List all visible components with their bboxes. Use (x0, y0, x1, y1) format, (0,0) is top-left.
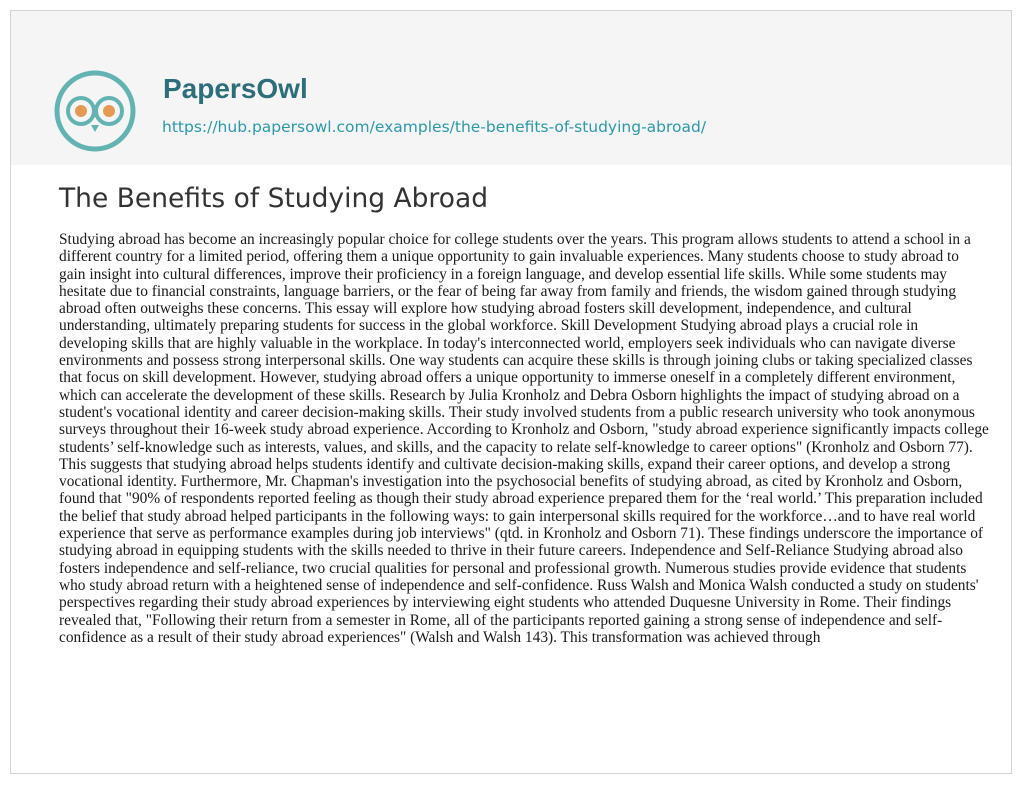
essay-body: Studying abroad has become an increasingly popular choice for college students over the years. This program allows students to attend a school in a different country for a limited period, offering them a unique opportunity to gain invaluable experiences. Many students choose to study abroad to gain insight into cultural differences, improve their proficiency in a foreign language, and develop essential life skills. While some students may hesitate due to financial constraints, language barriers, or the fear of being far away from family and friends, the wisdom gained through studying abroad often outweighs these concerns. This essay will explore how studying abroad fosters skill development, independence, and cultural understanding, ultimately preparing students for success in the global workforce. Skill Development Studying abroad plays a crucial role in developing skills that are highly valuable in the workplace. In today's interconnected world, employers seek individuals who can navigate diverse environments and possess strong interpersonal skills. One way students can acquire these skills is through joining clubs or taking specialized classes that focus on skill development. However, studying abroad offers a unique opportunity to immerse oneself in a completely different environment, which can accelerate the development of these skills. Research by Julia Kronholz and Debra Osborn highlights the impact of studying abroad on a student's vocational identity and career decision-making skills. Their study involved students from a public research university who took anonymous surveys throughout their 16-week study abroad experience. According to Kronholz and Osborn, "study abroad experience significantly impacts college students’ self-knowledge such as interests, values, and skills, and the capacity to relate self-knowledge to career options" (Kronholz and Osborn 77). This suggests that studying abroad helps students identify and cultivate decision-making skills, expand their career options, and develop a strong vocational identity. Furthermore, Mr. Chapman's investigation into the psychosocial benefits of studying abroad, as cited by Kronholz and Osborn, found that "90% of respondents reported feeling as though their study abroad experience prepared them for the ‘real world.’ This preparation included the belief that study abroad helped participants in the following ways: to gain interpersonal skills required for the workforce…and to have real world experience that serve as performance examples during job interviews" (qtd. in Kronholz and Osborn 71). These findings underscore the importance of studying abroad in equipping students with the skills needed to thrive in their future careers. Independence and Self-Reliance Studying abroad also fosters independence and self-reliance, two crucial qualities for personal and professional growth. Numerous studies provide evidence that students who study abroad return with a heightened sense of independence and self-confidence. Russ Walsh and Monica Walsh conducted a study on students' perspectives regarding their study abroad experiences by interviewing eight students who attended Duquesne University in Rome. Their findings revealed that, "Following their return from a semester in Rome, all of the participants reported gaining a strong sense of independence and self-confidence as a result of their study abroad experiences" (Walsh and Walsh 143). This transformation was achieved through (59, 231, 989, 646)
site-header (11, 11, 1011, 165)
page-frame (10, 10, 1012, 774)
brand-name[interactable]: PapersOwl (163, 73, 308, 104)
page-title: The Benefits of Studying Abroad (59, 183, 489, 214)
owl-face-icon (53, 69, 137, 153)
source-url-link[interactable]: https://hub.papersowl.com/examples/the-benefits-of-studying-abroad/ (162, 118, 707, 136)
